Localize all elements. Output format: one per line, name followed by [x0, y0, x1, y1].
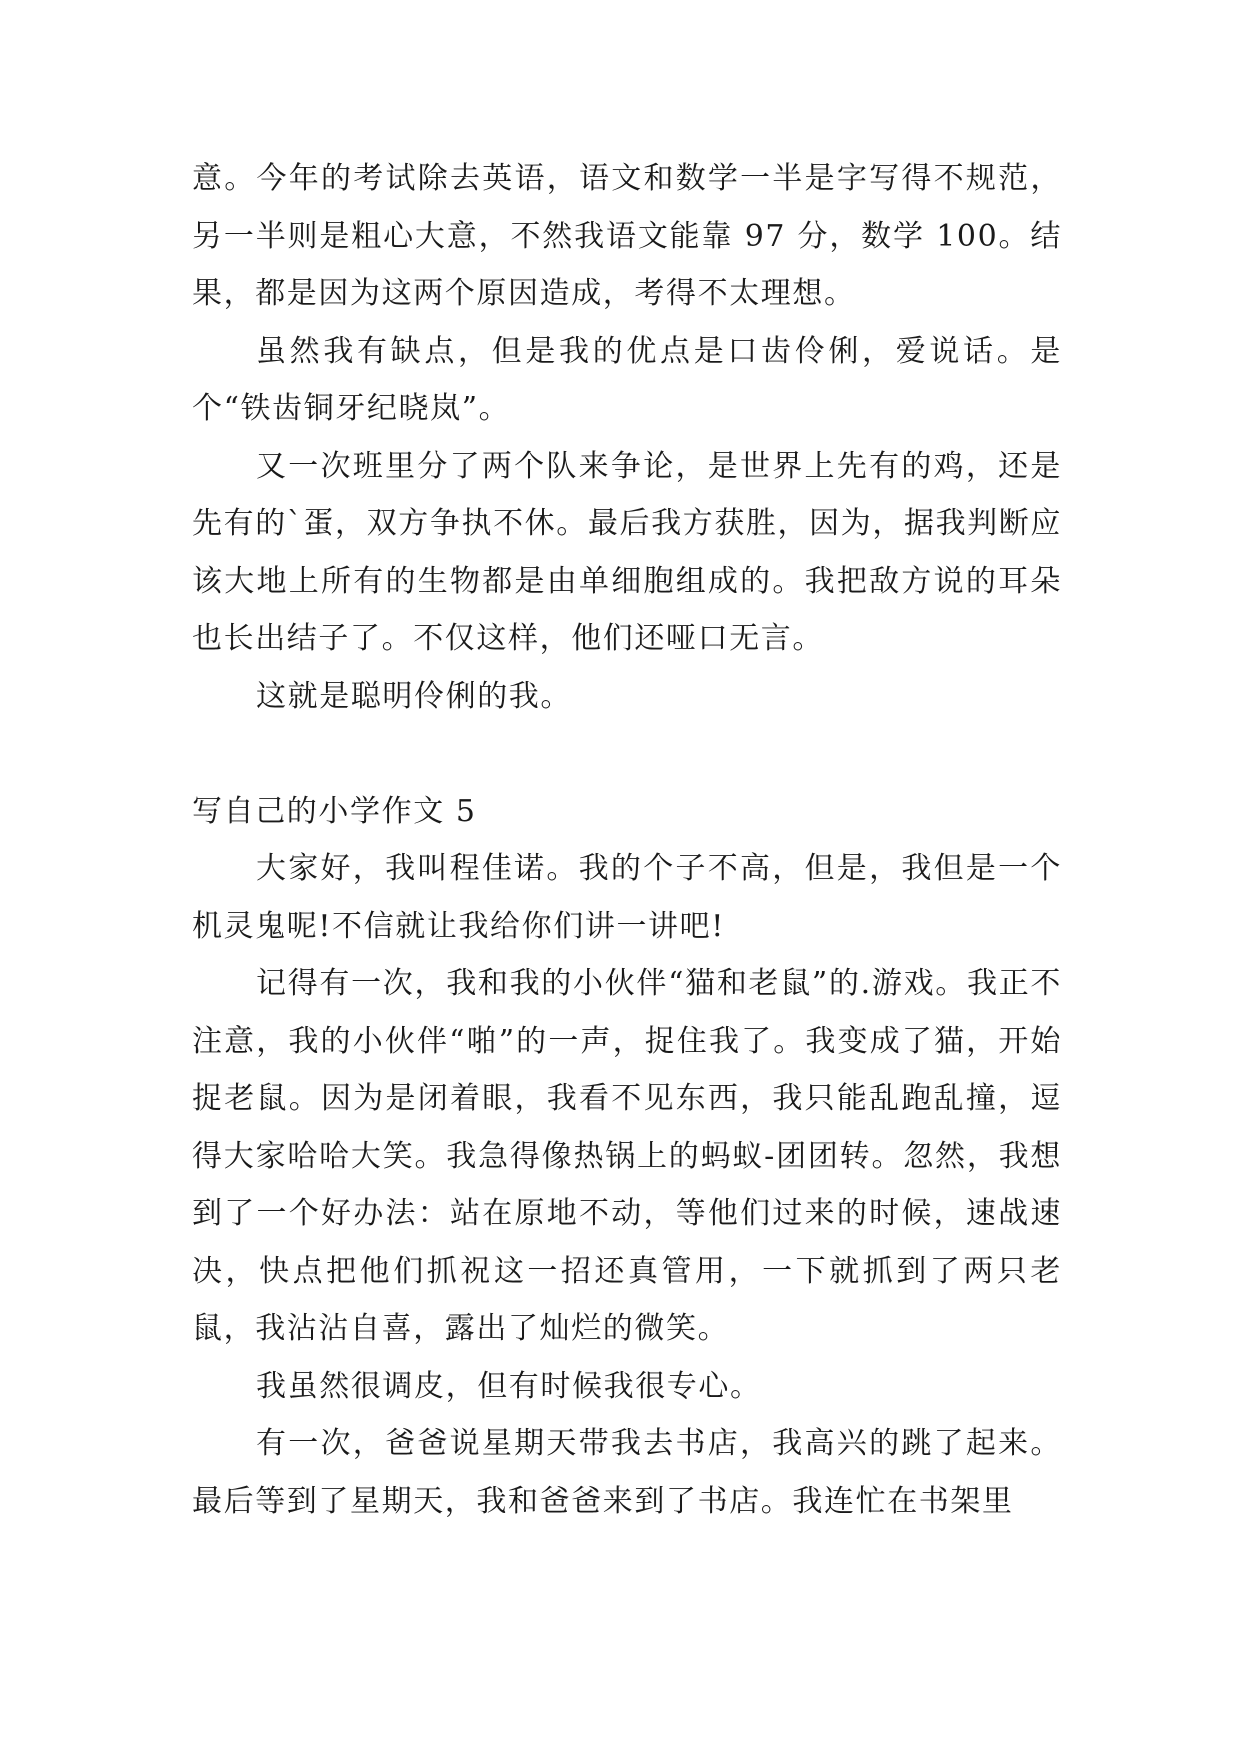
paragraph-game-story: 记得有一次，我和我的小伙伴“猫和老鼠”的.游戏。我正不注意，我的小伙伴“啪”的一声，捉住我了。我变成了猫，开始捉老鼠。因为是闭着眼，我看不见东西，我只能乱跑乱撞，逗得大家哈哈大笑。我急得像热锅上的蚂蚁-团团转。忽然，我想到了一个好办法：站在原地不动，等他们过来的时候，速战速决，快点把他们抓祝这一招还真管用，一下就抓到了两只老鼠，我沾沾自喜，露出了灿烂的微笑。 [192, 966, 1062, 1346]
paragraph-exam-results: 意。今年的考试除去英语，语文和数学一半是字写得不规范，另一半则是粗心大意，不然我语文能靠 97 分，数学 100。结果，都是因为这两个原因造成，考得不太理想。 [192, 161, 1062, 311]
section-spacer [192, 725, 1062, 783]
paragraph-debate: 又一次班里分了两个队来争论，是世界上先有的鸡，还是先有的`蛋，双方争执不休。最后我方获胜，因为，据我判断应该大地上所有的生物都是由单细胞组成的。我把敌方说的耳朵也长出结子了。不仅这样，他们还哑口无言。 [192, 448, 1062, 656]
paragraph-strengths: 虽然我有缺点，但是我的优点是口齿伶俐，爱说话。是个“铁齿铜牙纪晓岚”。 [192, 333, 1062, 426]
paragraph-introduction: 大家好，我叫程佳诺。我的个子不高，但是，我但是一个机灵鬼呢!不信就让我给你们讲一讲吧! [192, 851, 1062, 944]
section-title: 写自己的小学作文 5 [192, 793, 477, 829]
paragraph-bookstore: 有一次，爸爸说星期天带我去书店，我高兴的跳了起来。最后等到了星期天，我和爸爸来到了书店。我连忙在书架里 [192, 1426, 1062, 1519]
paragraph-focus: 我虽然很调皮，但有时候我很专心。 [256, 1368, 762, 1404]
paragraph-conclusion: 这就是聪明伶俐的我。 [256, 678, 572, 714]
document-page [192, 150, 1062, 1530]
